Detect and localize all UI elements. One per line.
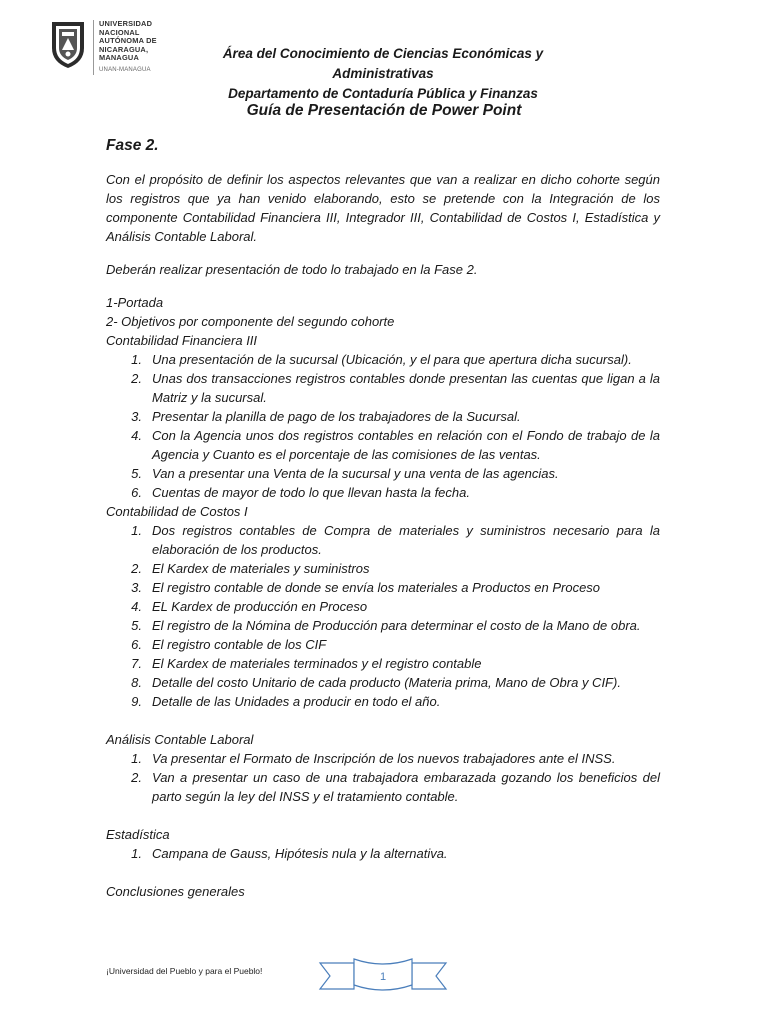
list-item: 7. El Kardex de materiales terminados y el registro contable xyxy=(131,656,482,671)
university-logo xyxy=(48,14,174,84)
section-title-costos: Contabilidad de Costos I xyxy=(106,504,248,519)
list-item: 2. Unas dos transacciones registros contables donde presentan las cuentas que ligan a la Matriz y la sucursal. xyxy=(131,371,660,405)
ribbon-left-tail xyxy=(320,963,354,989)
university-seal-icon xyxy=(48,18,88,70)
list-item: 6. Cuentas de mayor de todo lo que llevan hasta la fecha. xyxy=(131,485,470,500)
logo-wordmark: UNIVERSIDAD NACIONAL AUTÓNOMA DE NICARAGUA, MANAGUA UNAN-MANAGUA xyxy=(93,20,157,75)
list-item: 1. Va presentar el Formato de Inscripción de los nuevos trabajadores ante el INSS. xyxy=(131,751,616,766)
document-body xyxy=(106,136,660,901)
list-item: 1. Campana de Gauss, Hipótesis nula y la alternativa. xyxy=(131,846,448,861)
list-costos xyxy=(106,521,660,711)
document-header xyxy=(48,14,728,101)
footer-motto: ¡Universidad del Pueblo y para el Pueblo! xyxy=(106,966,263,976)
list-item: 4. Con la Agencia unos dos registros contables en relación con el Fondo de trabajo de la Agencia y Cuanto es el porcentaje de las comisiones de las ventas. xyxy=(131,428,660,462)
list-item: 8. Detalle del costo Unitario de cada producto (Materia prima, Mano de Obra y CIF). xyxy=(131,675,621,690)
list-item: 3. El registro contable de donde se envía los materiales a Productos en Proceso xyxy=(131,580,601,595)
area-line: Área del Conocimiento de Ciencias Económicas y Administrativas xyxy=(222,46,544,81)
list-item: 1. Dos registros contables de Compra de materiales y suministros necesario para la elaboración de los productos. xyxy=(131,523,660,557)
page-number-ribbon-icon xyxy=(318,955,448,997)
intro-paragraph: Con el propósito de definir los aspectos relevantes que van a realizar en dicho cohorte según los registros que ya han venido elaborando, esto se pretende con la Integración de los componente Contabilidad Financiera III, Integrador III, Contabilidad de Costos I, Estadística y Análisis Contable Laboral. xyxy=(106,172,660,244)
section-title-financiera: Contabilidad Financiera III xyxy=(106,333,258,348)
department-heading xyxy=(178,44,588,104)
phase-heading: Fase 2. xyxy=(106,137,159,154)
list-item: 5. Van a presentar una Venta de la sucursal y una venta de las agencias. xyxy=(131,466,559,481)
ribbon-right-tail xyxy=(412,963,446,989)
conclusions-heading: Conclusiones generales xyxy=(106,884,245,899)
list-laboral xyxy=(106,749,660,806)
list-item: 2. Van a presentar un caso de una trabajadora embarazada gozando los beneficios del parto según la ley del INSS y el tratamiento contable. xyxy=(131,770,660,804)
list-item: 2. El Kardex de materiales y suministros xyxy=(131,561,370,576)
list-item: 4. EL Kardex de producción en Proceso xyxy=(131,599,368,614)
list-item: 9. Detalle de las Unidades a producir en todo el año. xyxy=(131,694,441,709)
section-title-laboral: Análisis Contable Laboral xyxy=(106,732,254,747)
document-title: Guía de Presentación de Power Point xyxy=(246,102,522,119)
list-item: 3. Presentar la planilla de pago de los trabajadores de la Sucursal. xyxy=(131,409,521,424)
department-line: Departamento de Contaduría Pública y Finanzas xyxy=(228,86,538,101)
page-number: 1 xyxy=(379,971,387,983)
list-financiera xyxy=(106,350,660,502)
item-portada: 1-Portada xyxy=(106,295,164,310)
list-item: 6. El registro contable de los CIF xyxy=(131,637,327,652)
list-estadistica xyxy=(106,844,660,863)
section-title-estadistica: Estadística xyxy=(106,827,170,842)
list-item: 1. Una presentación de la sucursal (Ubicación, y el para que apertura dicha sucursal). xyxy=(131,352,632,367)
list-item: 5. El registro de la Nómina de Producción para determinar el costo de la Mano de obra. xyxy=(131,618,641,633)
item-objetivos: 2- Objetivos por componente del segundo cohorte xyxy=(106,314,395,329)
instruction-paragraph: Deberán realizar presentación de todo lo trabajado en la Fase 2. xyxy=(106,262,478,277)
